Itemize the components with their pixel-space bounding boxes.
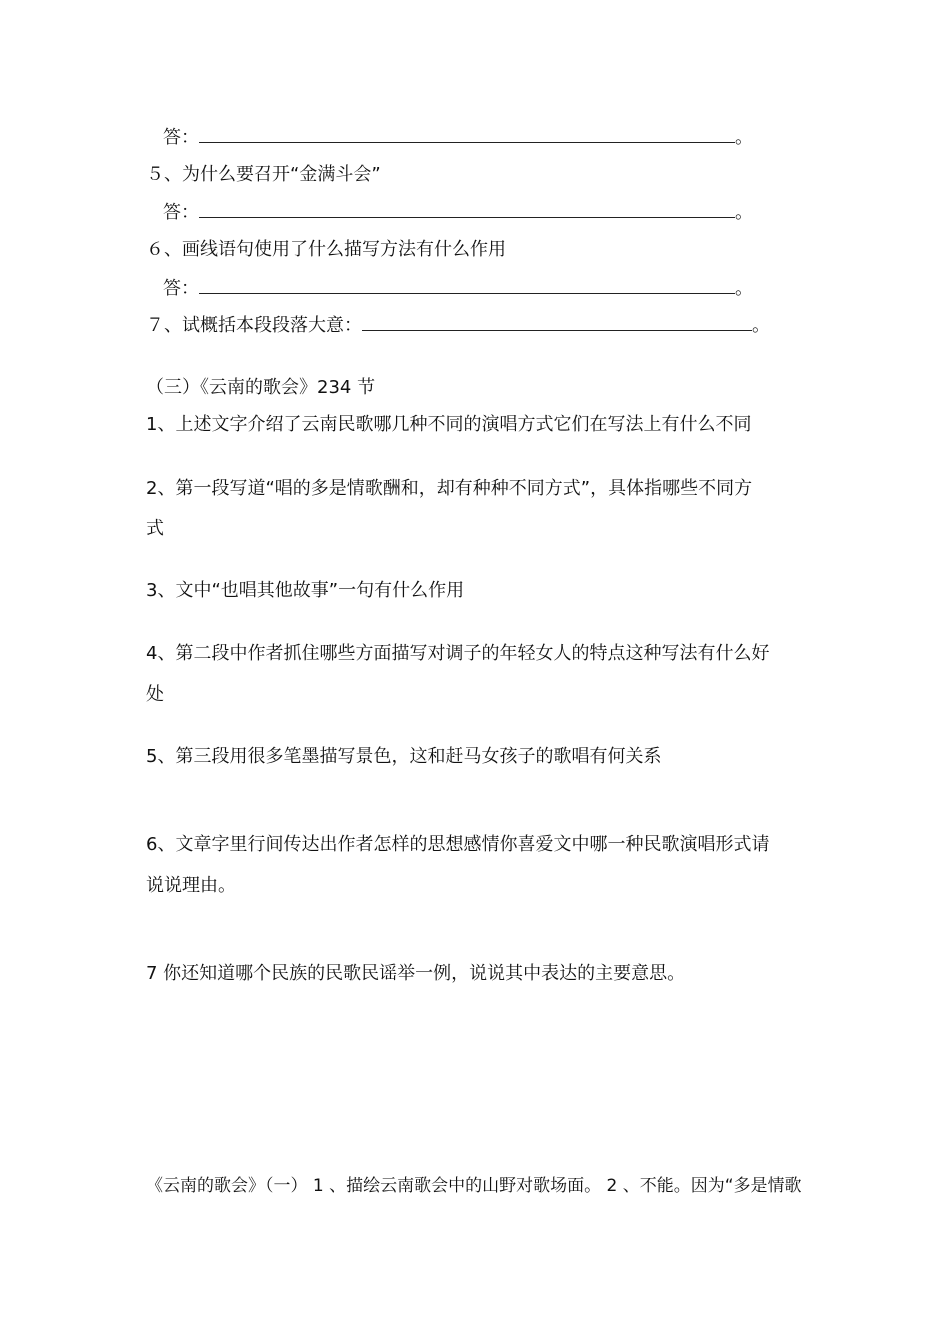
answers-line-1: 《云南的歌会》（一） 1 、描绘云南歌会中的山野对歌场面。 2 、不能。因为“多是情歌 bbox=[146, 1176, 802, 1196]
period: 。 bbox=[752, 315, 770, 336]
period: 。 bbox=[735, 127, 753, 148]
answer-line-5 bbox=[163, 201, 753, 225]
answer-line-6 bbox=[163, 277, 753, 301]
question-3-6: 6、文章字里行间传达出作者怎样的思想感情你喜爱文中哪一种民歌演唱形式请 bbox=[146, 834, 770, 855]
question-3-7: 7 你还知道哪个民族的民歌民谣举一例，说说其中表达的主要意思。 bbox=[146, 963, 686, 984]
question-3-2-cont: 式 bbox=[146, 518, 164, 539]
question-3-1: 1、上述文字介绍了云南民歌哪几种不同的演唱方式它们在写法上有什么不同 bbox=[146, 414, 752, 435]
question-3-6-cont: 说说理由。 bbox=[146, 875, 236, 896]
question-3-4: 4、第二段中作者抓住哪些方面描写对调子的年轻女人的特点这种写法有什么好 bbox=[146, 643, 770, 664]
question-3-5: 5、第三段用很多笔墨描写景色，这和赶马女孩子的歌唱有何关系 bbox=[146, 746, 662, 767]
question-3-3: 3、文中“也唱其他故事”一句有什么作用 bbox=[146, 580, 465, 601]
answer-label: 答： bbox=[163, 127, 199, 148]
answer-blank bbox=[199, 201, 735, 218]
question-2-5: ５、为什么要召开“金满斗会” bbox=[146, 164, 381, 185]
answer-label: 答： bbox=[163, 202, 199, 223]
question-2-6: ６、画线语句使用了什么描写方法有什么作用 bbox=[146, 239, 506, 260]
question-3-2: 2、第一段写道“唱的多是情歌酬和，却有种种不同方式”，具体指哪些不同方 bbox=[146, 478, 753, 499]
period: 。 bbox=[735, 202, 753, 223]
period: 。 bbox=[735, 278, 753, 299]
section-three-heading: （三）《云南的歌会》234 节 bbox=[146, 377, 376, 398]
answer-blank bbox=[199, 126, 735, 143]
question-3-4-cont: 处 bbox=[146, 684, 164, 705]
question-2-7: ７、试概括本段段落大意： 。 bbox=[146, 315, 770, 336]
answer-line-4 bbox=[163, 126, 753, 150]
answer-blank bbox=[199, 277, 735, 294]
answer-label: 答： bbox=[163, 278, 199, 299]
answer-blank bbox=[362, 314, 752, 331]
